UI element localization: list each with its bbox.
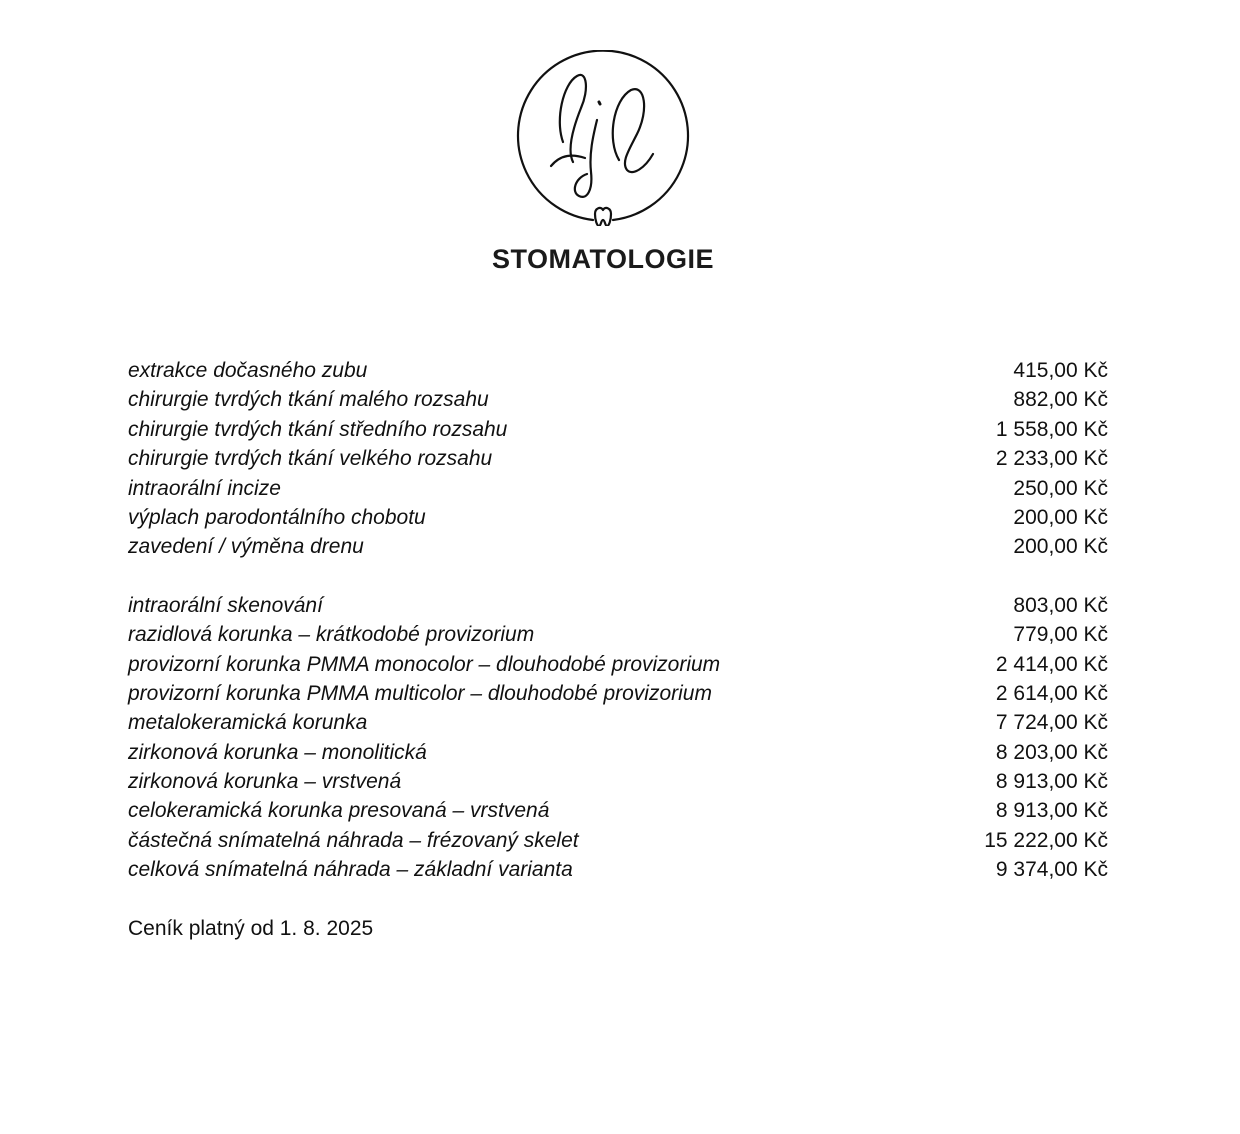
service-price: 779,00 Kč (1013, 623, 1108, 647)
service-name: zirkonová korunka – vrstvená (128, 770, 402, 794)
service-price: 1 558,00 Kč (995, 417, 1108, 441)
monogram-tooth-logo-icon (515, 50, 691, 226)
price-row (128, 650, 1108, 679)
price-row (128, 826, 1108, 855)
service-name: celková snímatelná náhrada – základní varianta (128, 858, 573, 882)
price-row (128, 855, 1108, 884)
service-name: chirurgie tvrdých tkání středního rozsahu (128, 417, 508, 441)
service-price: 250,00 Kč (1013, 476, 1108, 500)
price-row (128, 708, 1108, 737)
service-name: extrakce dočasného zubu (128, 359, 368, 382)
service-name: celokeramická korunka presovaná – vrstvená (128, 799, 550, 823)
service-name: zavedení / výměna drenu (128, 535, 364, 559)
service-price: 7 724,00 Kč (995, 711, 1108, 735)
price-row (128, 503, 1108, 532)
service-price: 2 233,00 Kč (995, 447, 1108, 471)
price-row (128, 591, 1108, 620)
service-name: výplach parodontálního chobotu (128, 505, 426, 529)
price-group-prosthetics (128, 591, 1108, 885)
price-row (128, 796, 1108, 825)
service-name: metalokeramická korunka (128, 711, 368, 735)
brand-name: STOMATOLOGIE (491, 244, 714, 274)
service-price: 8 203,00 Kč (995, 740, 1108, 764)
service-price: 9 374,00 Kč (995, 858, 1108, 882)
service-price: 15 222,00 Kč (984, 828, 1108, 852)
price-row (128, 620, 1108, 649)
service-name: chirurgie tvrdých tkání malého rozsahu (128, 388, 489, 412)
service-price: 415,00 Kč (1013, 359, 1108, 382)
service-price: 882,00 Kč (1013, 388, 1108, 412)
service-name: intraorální skenování (128, 593, 323, 617)
price-row (128, 356, 1108, 385)
service-price: 8 913,00 Kč (995, 799, 1108, 823)
price-row (128, 532, 1108, 561)
service-price: 200,00 Kč (1013, 505, 1108, 529)
service-name: razidlová korunka – krátkodobé provizorium (128, 623, 535, 647)
price-row (128, 738, 1108, 767)
service-price: 8 913,00 Kč (995, 770, 1108, 794)
price-row (128, 767, 1108, 796)
price-row (128, 679, 1108, 708)
service-name: intraorální incize (128, 476, 281, 500)
price-row (128, 444, 1108, 473)
service-price: 2 414,00 Kč (995, 652, 1108, 676)
price-row (128, 385, 1108, 414)
service-name: chirurgie tvrdých tkání velkého rozsahu (128, 447, 493, 471)
service-name: zirkonová korunka – monolitická (128, 740, 427, 764)
service-price: 200,00 Kč (1013, 535, 1108, 559)
price-group-surgery (128, 356, 1108, 562)
price-list-validity: Ceník platný od 1. 8. 2025 (128, 917, 374, 940)
service-name: provizorní korunka PMMA monocolor – dlouhodobé provizorium (128, 652, 721, 676)
service-price: 803,00 Kč (1013, 593, 1108, 617)
price-row (128, 474, 1108, 503)
service-price: 2 614,00 Kč (995, 681, 1108, 705)
clinic-logo (0, 50, 1240, 280)
price-list (128, 356, 1108, 885)
service-name: částečná snímatelná náhrada – frézovaný skelet (128, 828, 579, 852)
service-name: provizorní korunka PMMA multicolor – dlouhodobé provizorium (128, 681, 712, 705)
price-row (128, 415, 1108, 444)
